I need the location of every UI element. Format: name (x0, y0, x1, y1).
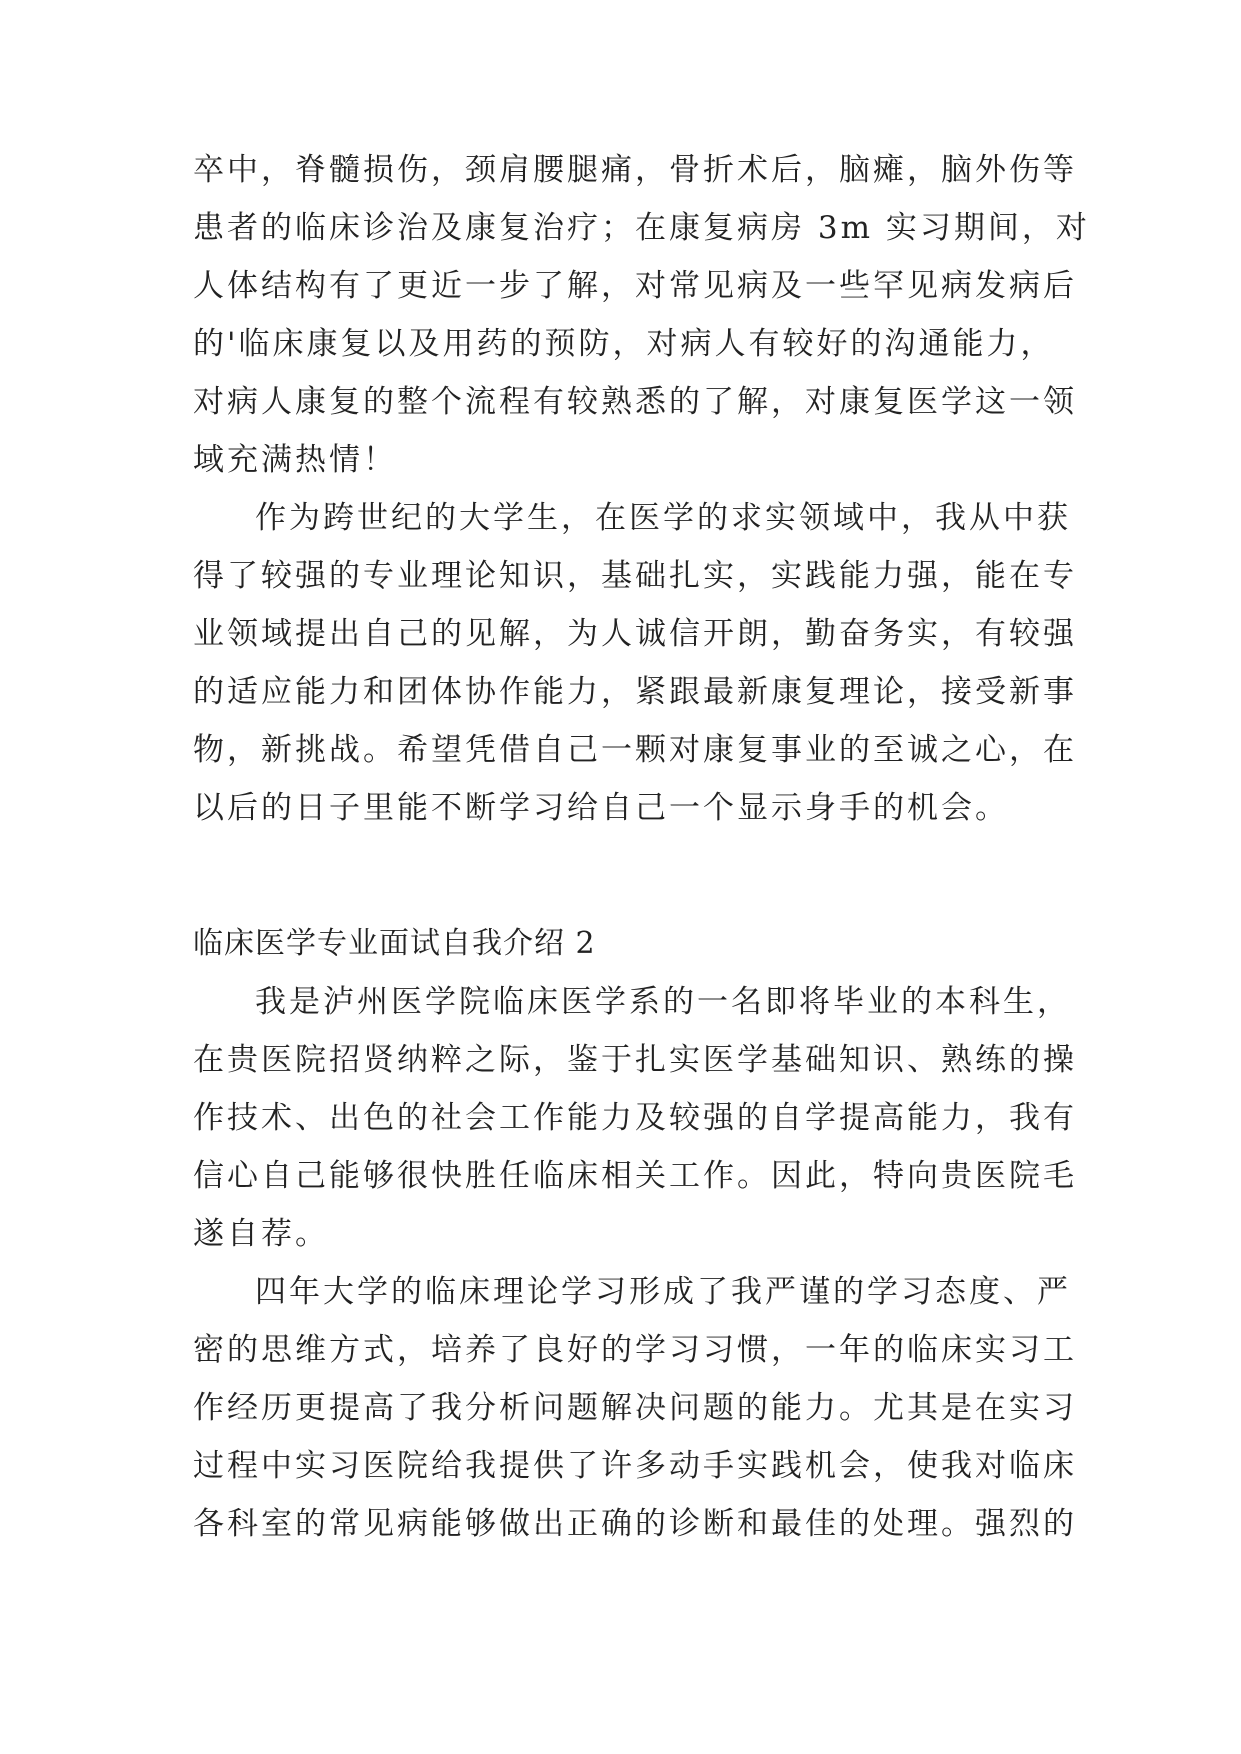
paragraph-line: 各科室的常见病能够做出正确的诊断和最佳的处理。强烈的 (193, 1506, 1077, 1542)
paragraph-line: 作技术、出色的社会工作能力及较强的自学提高能力，我有 (193, 1100, 1077, 1136)
paragraph-line: 密的思维方式，培养了良好的学习习惯，一年的临床实习工 (193, 1332, 1077, 1368)
paragraph-line: 在贵医院招贤纳粹之际，鉴于扎实医学基础知识、熟练的操 (193, 1042, 1077, 1078)
paragraph-line: 信心自己能够很快胜任临床相关工作。因此，特向贵医院毛 (193, 1158, 1077, 1194)
paragraph-line: 得了较强的专业理论知识，基础扎实，实践能力强，能在专 (193, 558, 1077, 594)
paragraph-line: 作经历更提高了我分析问题解决问题的能力。尤其是在实习 (193, 1390, 1077, 1426)
paragraph-line: 的适应能力和团体协作能力，紧跟最新康复理论，接受新事 (193, 674, 1077, 710)
paragraph-line: 我是泸州医学院临床医学系的一名即将毕业的本科生， (255, 984, 1071, 1020)
paragraph-line: 以后的日子里能不断学习给自己一个显示身手的机会。 (193, 790, 1009, 826)
paragraph-line: 卒中，脊髓损伤，颈肩腰腿痛，骨折术后，脑瘫，脑外伤等 (193, 152, 1077, 188)
paragraph-line: 过程中实习医院给我提供了许多动手实践机会，使我对临床 (193, 1448, 1077, 1484)
paragraph-line: 患者的临床诊治及康复治疗；在康复病房 3m 实习期间，对 (193, 210, 1090, 246)
paragraph-line: 物，新挑战。希望凭借自己一颗对康复事业的至诚之心，在 (193, 732, 1077, 768)
paragraph-line: 对病人康复的整个流程有较熟悉的了解，对康复医学这一领 (193, 384, 1077, 420)
paragraph-line: 遂自荐。 (193, 1216, 329, 1252)
paragraph-line: 作为跨世纪的大学生，在医学的求实领域中，我从中获 (255, 500, 1071, 536)
paragraph-line: 域充满热情！ (193, 442, 397, 478)
paragraph-line: 业领域提出自己的见解，为人诚信开朗，勤奋务实，有较强 (193, 616, 1077, 652)
section-heading: 临床医学专业面试自我介绍 2 (193, 926, 596, 961)
paragraph-line: 四年大学的临床理论学习形成了我严谨的学习态度、严 (255, 1274, 1071, 1310)
paragraph-line: 人体结构有了更近一步了解，对常见病及一些罕见病发病后 (193, 268, 1077, 304)
paragraph-line: 的'临床康复以及用药的预防，对病人有较好的沟通能力， (193, 326, 1055, 362)
